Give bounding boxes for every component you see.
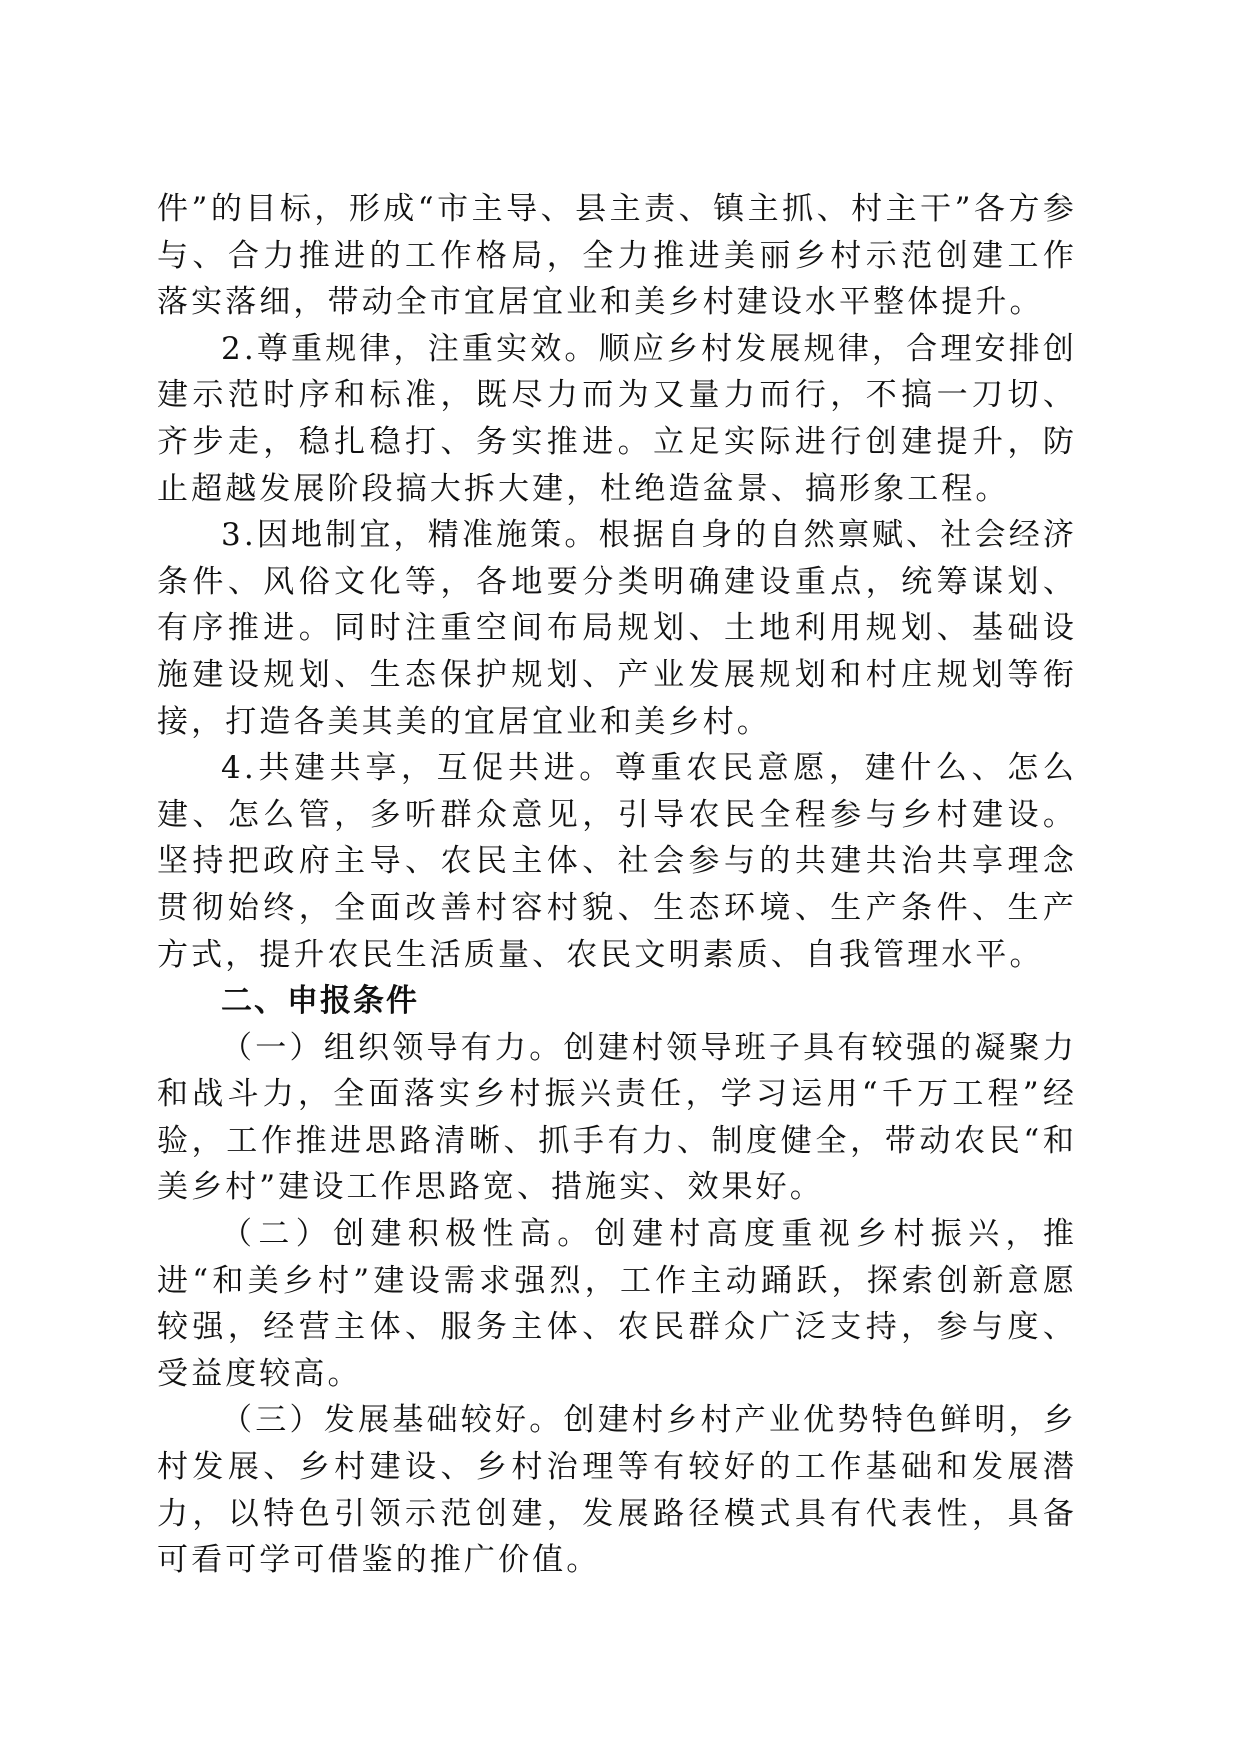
paragraph-condition-1: （一）组织领导有力。创建村领导班子具有较强的凝聚力和战斗力，全面落实乡村振兴责任，学习运用“千万工程”经验，工作推进思路清晰、抓手有力、制度健全，带动农民“和美乡村”建设工作思路宽、措施实、效果好。 (157, 1029, 1077, 1206)
document-page (157, 186, 1077, 1584)
paragraph-condition-3: （三）发展基础较好。创建村乡村产业优势特色鲜明，乡村发展、乡村建设、乡村治理等有较好的工作基础和发展潜力，以特色引领示范创建，发展路径模式具有代表性，具备可看可学可借鉴的推广价值。 (157, 1402, 1077, 1579)
paragraph-goal-continuation: 件”的目标，形成“市主导、县主责、镇主抓、村主干”各方参与、合力推进的工作格局，全力推进美丽乡村示范创建工作落实落细，带动全市宜居宜业和美乡村建设水平整体提升。 (157, 191, 1077, 321)
paragraph-principle-3: 3.因地制宜，精准施策。根据自身的自然禀赋、社会经济条件、风俗文化等，各地要分类明确建设重点，统筹谋划、有序推进。同时注重空间布局规划、土地利用规划、基础设施建设规划、生态保护规划、产业发展规划和村庄规划等衔接，打造各美其美的宜居宜业和美乡村。 (157, 517, 1077, 740)
paragraph-principle-2: 2.尊重规律，注重实效。顺应乡村发展规律，合理安排创建示范时序和标准，既尽力而为又量力而行，不搞一刀切、齐步走，稳扎稳打、务实推进。立足实际进行创建提升，防止超越发展阶段搞大拆大建，杜绝造盆景、搞形象工程。 (157, 330, 1077, 507)
paragraph-principle-4: 4.共建共享，互促共进。尊重农民意愿，建什么、怎么建、怎么管，多听群众意见，引导农民全程参与乡村建设。坚持把政府主导、农民主体、社会参与的共建共治共享理念贯彻始终，全面改善村容村貌、生态环境、生产条件、生产方式，提升农民生活质量、农民文明素质、自我管理水平。 (157, 750, 1077, 973)
paragraph-condition-2: （二）创建积极性高。创建村高度重视乡村振兴，推进“和美乡村”建设需求强烈，工作主动踊跃，探索创新意愿较强，经营主体、服务主体、农民群众广泛支持，参与度、受益度较高。 (157, 1216, 1077, 1392)
section-heading-application-conditions: 二、申报条件 (221, 983, 419, 1020)
